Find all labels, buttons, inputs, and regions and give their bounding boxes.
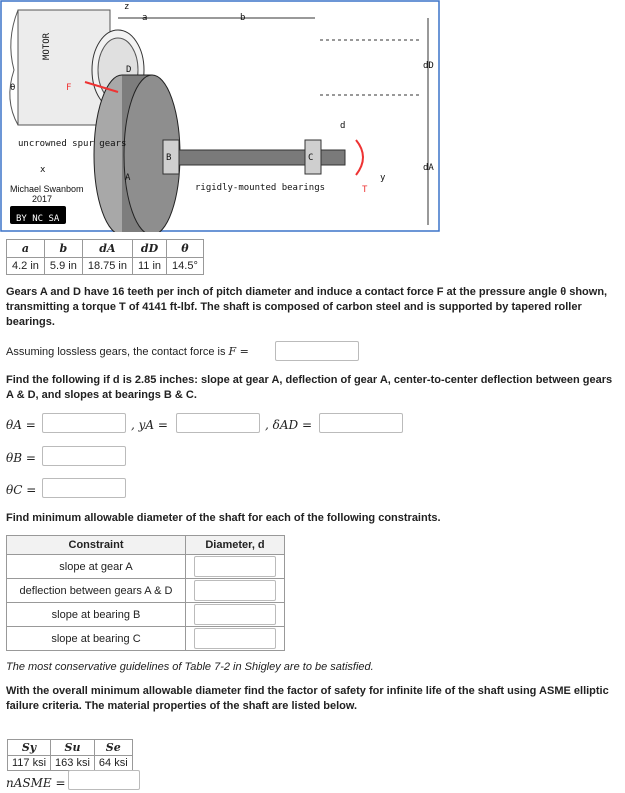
param-header: dA xyxy=(82,240,132,258)
problem-statement: Gears A and D have 16 teeth per inch of pitch diameter and induce a contact force F at the pressure angle θ shown, transmitting a torque T of 4141 ft-lbf. The shaft is composed of carbon steel and is supported by tapered roller bearings. xyxy=(6,286,608,328)
svg-text:a: a xyxy=(142,13,148,23)
diameter-slope-b-input[interactable] xyxy=(194,604,276,625)
svg-text:B: B xyxy=(166,153,172,163)
diameter-slope-a-input[interactable] xyxy=(194,556,276,577)
theta-c-label: θC = xyxy=(6,483,37,497)
min-diameter-text: Find minimum allowable diameter of the shaft for each of the following constraints. xyxy=(6,512,441,524)
svg-text:d: d xyxy=(340,121,346,131)
svg-text:z: z xyxy=(124,2,130,12)
factor-of-safety-text: With the overall minimum allowable diameter find the factor of safety for infinite life of the shaft using ASME elliptic failure criteria. The material properties of the shaft are listed below. xyxy=(6,685,609,712)
contact-force-input[interactable] xyxy=(275,341,359,361)
constraint-row-label: slope at bearing C xyxy=(7,627,186,651)
constraint-row-label: slope at gear A xyxy=(7,555,186,579)
svg-text:uncrowned spur gears: uncrowned spur gears xyxy=(18,139,127,149)
material-value: 64 ksi xyxy=(94,756,132,771)
svg-text:dD: dD xyxy=(423,61,434,71)
svg-text:BY NC SA: BY NC SA xyxy=(16,214,60,224)
diameter-deflection-ad-input[interactable] xyxy=(194,580,276,601)
n-asme-input[interactable] xyxy=(68,770,140,790)
svg-text:dA: dA xyxy=(423,163,434,173)
param-value: 5.9 in xyxy=(44,258,82,275)
theta-c-input[interactable] xyxy=(42,478,126,498)
delta-ad-label: , δAD = xyxy=(265,418,313,432)
param-header: b xyxy=(44,240,82,258)
svg-text:y: y xyxy=(380,173,386,183)
constraint-header: Constraint xyxy=(7,536,186,555)
svg-text:C: C xyxy=(308,153,314,163)
find-deflection-text: Find the following if d is 2.85 inches: slope at gear A, deflection of gear A, center-to-center deflection between gears A & D, and slopes at bearings B & C. xyxy=(6,374,613,401)
param-value: 18.75 in xyxy=(82,258,132,275)
svg-text:F: F xyxy=(66,83,72,93)
param-header: a xyxy=(7,240,45,258)
contact-force-prompt: Assuming lossless gears, the contact force is F = xyxy=(6,345,249,358)
y-a-label: , yA = xyxy=(131,418,168,432)
constraint-row-label: slope at bearing B xyxy=(7,603,186,627)
svg-text:T: T xyxy=(362,185,368,195)
n-asme-label: nASME = xyxy=(6,776,66,790)
svg-text:2017: 2017 xyxy=(32,194,53,204)
delta-ad-input[interactable] xyxy=(319,413,403,433)
svg-text:x: x xyxy=(40,165,46,175)
shaft-diagram xyxy=(0,0,440,232)
theta-a-input[interactable] xyxy=(42,413,126,433)
svg-text:θ: θ xyxy=(10,83,16,93)
material-table xyxy=(7,739,133,771)
parameter-table xyxy=(6,239,204,275)
param-header: θ xyxy=(167,240,204,258)
param-value: 11 in xyxy=(133,258,167,275)
svg-text:D: D xyxy=(126,65,132,75)
param-value: 14.5° xyxy=(167,258,204,275)
constraint-table xyxy=(6,535,285,651)
material-header: Sy xyxy=(8,740,51,756)
material-header: Su xyxy=(51,740,95,756)
theta-a-label: θA = xyxy=(6,418,36,432)
material-header: Se xyxy=(94,740,132,756)
y-a-input[interactable] xyxy=(176,413,260,433)
theta-b-input[interactable] xyxy=(42,446,126,466)
contact-force-var: F = xyxy=(228,345,249,358)
param-value: 4.2 in xyxy=(7,258,45,275)
diameter-slope-c-input[interactable] xyxy=(194,628,276,649)
theta-b-label: θB = xyxy=(6,451,36,465)
constraint-row-label: deflection between gears A & D xyxy=(7,579,186,603)
material-value: 163 ksi xyxy=(51,756,95,771)
svg-text:A: A xyxy=(125,173,131,183)
motor-label: MOTOR xyxy=(42,32,52,60)
guideline-note: The most conservative guidelines of Table 7-2 in Shigley are to be satisfied. xyxy=(6,661,374,673)
material-value: 117 ksi xyxy=(8,756,51,771)
svg-text:rigidly-mounted bearings: rigidly-mounted bearings xyxy=(195,183,326,193)
diameter-header: Diameter, d xyxy=(186,536,285,555)
svg-text:Michael Swanbom: Michael Swanbom xyxy=(10,184,84,194)
svg-text:b: b xyxy=(240,13,246,23)
param-header: dD xyxy=(133,240,167,258)
